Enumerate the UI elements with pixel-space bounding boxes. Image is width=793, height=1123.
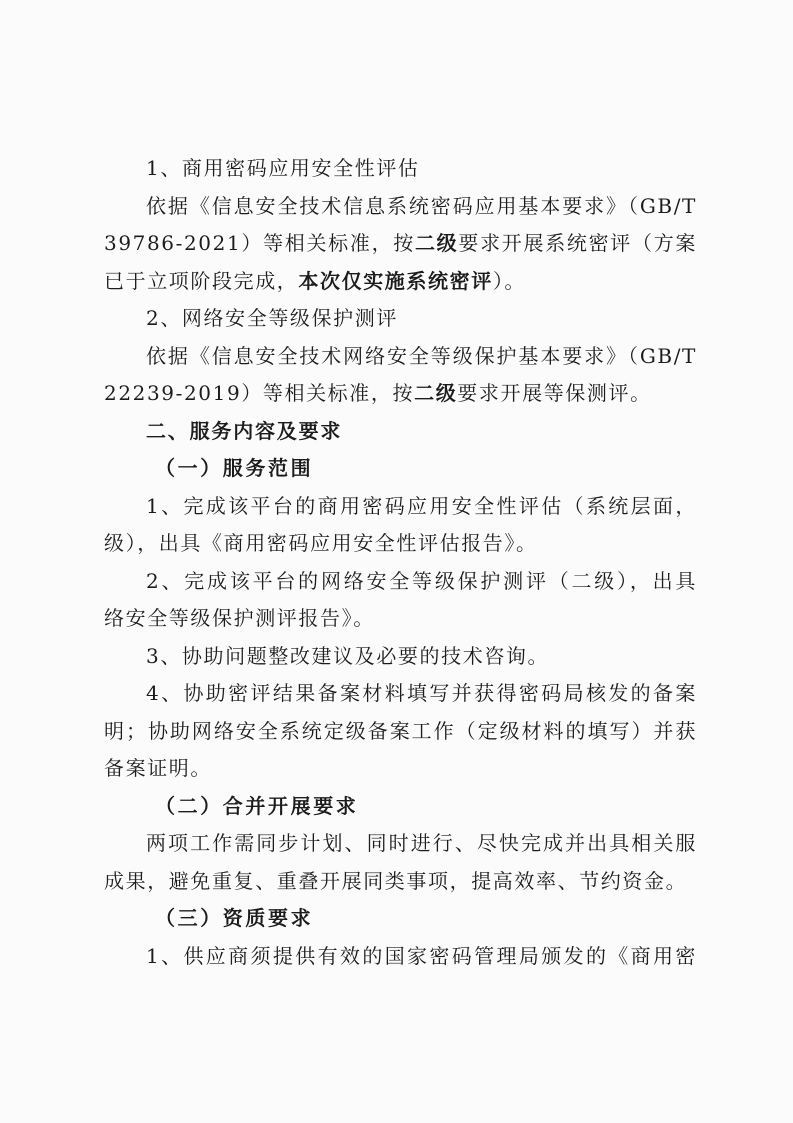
paragraph-line: 络安全等级保护测评报告》。: [104, 606, 375, 630]
paragraph-line: 级），出具《商用密码应用安全性评估报告》。: [104, 531, 538, 555]
subsection-heading: （三）资质要求: [155, 906, 314, 930]
paragraph-line: 1、供应商须提供有效的国家密码管理局颁发的《商用密: [146, 943, 697, 968]
subsection-heading: （二）合并开展要求: [155, 793, 359, 818]
paragraph-line: 39786-2021）等相关标准，按二级要求开展系统密评（方案: [104, 231, 697, 255]
list-item-title: 2、网络安全等级保护测评: [146, 306, 398, 330]
paragraph-line: 成果，避免重复、重叠开展同类事项，提高效率、节约资金。: [104, 868, 688, 893]
section-heading: 二、服务内容及要求: [146, 418, 343, 443]
paragraph-line: 依据《信息安全技术信息系统密码应用基本要求》（GB/T: [146, 193, 697, 218]
bold-text: 二级: [414, 381, 458, 405]
paragraph-line: 22239-2019）等相关标准，按二级要求开展等保测评。: [104, 381, 652, 405]
paragraph-line: 2、完成该平台的网络安全等级保护测评（二级），出具: [146, 568, 697, 593]
bold-text: 二级: [414, 231, 459, 255]
paragraph-line: 备案证明。: [104, 756, 212, 780]
paragraph-line: 明；协助网络安全系统定级备案工作（定级材料的填写）并获: [104, 718, 697, 743]
paragraph-line: 依据《信息安全技术网络安全等级保护基本要求》（GB/T: [146, 343, 697, 368]
paragraph-line: 1、完成该平台的商用密码应用安全性评估（系统层面，: [146, 493, 697, 518]
bold-text: 本次仅实施系统密评: [298, 268, 493, 293]
paragraph-line: 两项工作需同步计划、同时进行、尽快完成并出具相关服: [146, 831, 697, 855]
paragraph-line: 4、协助密评结果备案材料填写并获得密码局核发的备案: [146, 681, 697, 705]
subsection-heading: （一）服务范围: [155, 456, 314, 480]
list-item-title: 1、商用密码应用安全性评估: [146, 156, 420, 180]
paragraph-line: 3、协助问题整改建议及必要的技术咨询。: [146, 643, 550, 668]
paragraph-line: 已于立项阶段完成，本次仅实施系统密评）。: [104, 268, 527, 293]
